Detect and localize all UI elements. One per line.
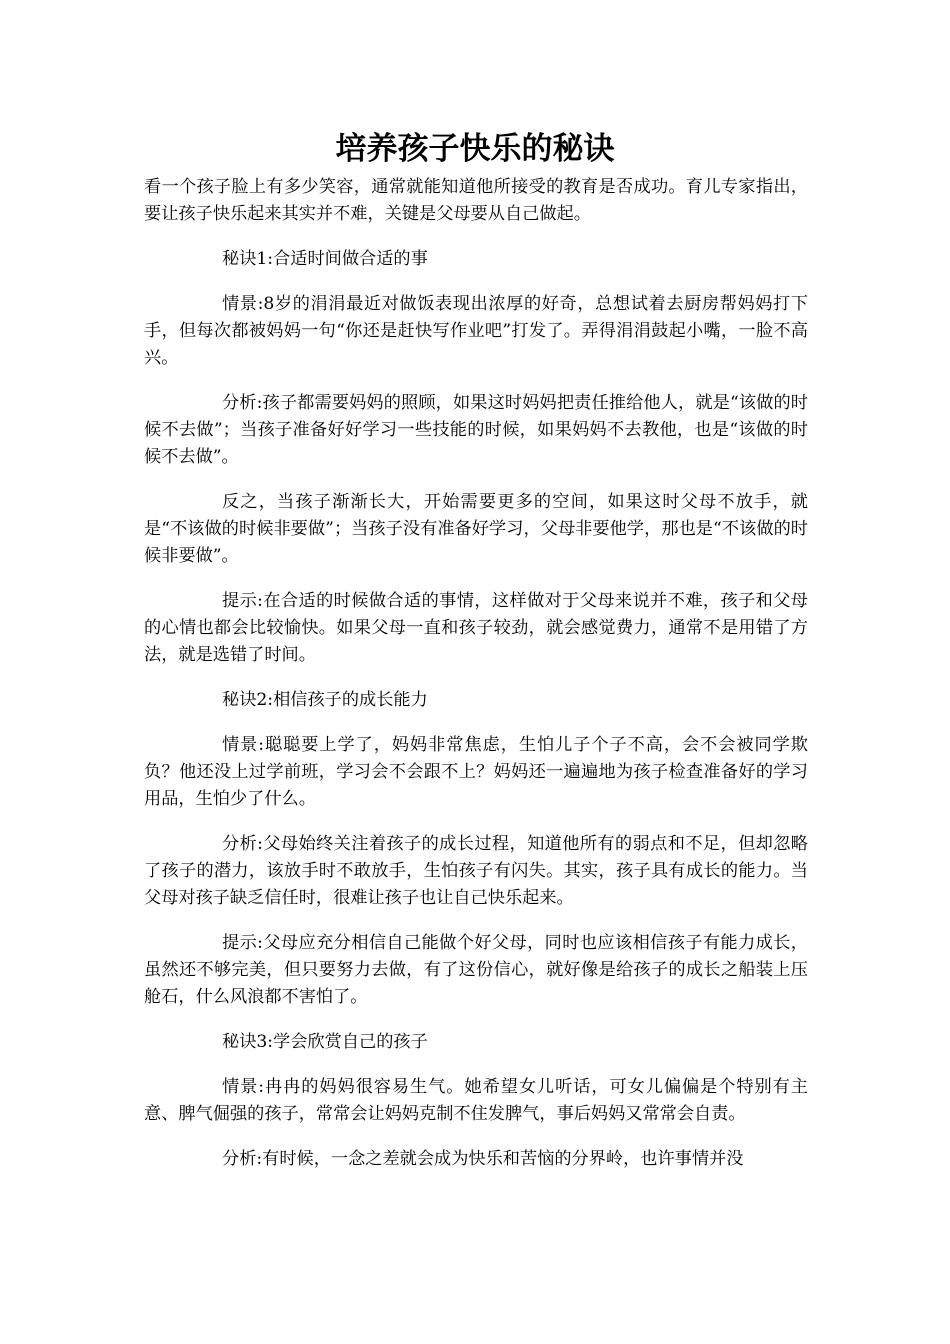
document-body bbox=[144, 174, 808, 1191]
scenario-paragraph: 情景:8岁的涓涓最近对做饭表现出浓厚的好奇，总想试着去厨房帮妈妈打下手，但每次都被妈妈一句“你还是赶快写作业吧”打发了。弄得涓涓鼓起小嘴，一脸不高兴。 bbox=[144, 294, 808, 368]
analysis-paragraph: 反之，当孩子渐渐长大，开始需要更多的空间，如果这时父母不放手，就是“不该做的时候非要做”；当孩子没有准备好学习，父母非要他学，那也是“不该做的时候非要做”。 bbox=[144, 492, 808, 566]
analysis-paragraph: 分析:孩子都需要妈妈的照顾，如果这时妈妈把责任推给他人，就是“该做的时候不去做”；当孩子准备好好学习一些技能的时候，如果妈妈不去教他，也是“该做的时候不去做”。 bbox=[144, 393, 808, 467]
intro-paragraph: 看一个孩子脸上有多少笑容，通常就能知道他所接受的教育是否成功。育儿专家指出，要让孩子快乐起来其实并不难，关键是父母要从自己做起。 bbox=[144, 177, 808, 224]
section-heading: 秘诀3:学会欣赏自己的孩子 bbox=[222, 1032, 428, 1052]
document-title: 培养孩子快乐的秘诀 bbox=[335, 131, 615, 167]
analysis-paragraph: 分析:有时候，一念之差就会成为快乐和苦恼的分界岭，也许事情并没 bbox=[222, 1149, 744, 1169]
scenario-paragraph: 情景:聪聪要上学了，妈妈非常焦虑，生怕儿子个子不高，会不会被同学欺负？他还没上过学前班，学习会不会跟不上？妈妈还一遍遍地为孩子检查准备好的学习用品，生怕少了什么。 bbox=[144, 735, 808, 809]
tip-paragraph: 提示:父母应充分相信自己能做个好父母，同时也应该相信孩子有能力成长，虽然还不够完美，但只要努力去做，有了这份信心，就好像是给孩子的成长之船装上压舱石，什么风浪都不害怕了。 bbox=[144, 933, 808, 1007]
section-heading: 秘诀1:合适时间做合适的事 bbox=[222, 249, 428, 269]
scenario-paragraph: 情景:冉冉的妈妈很容易生气。她希望女儿听话，可女儿偏偏是个特别有主意、脾气倔强的孩子，常常会让妈妈克制不住发脾气，事后妈妈又常常会自责。 bbox=[144, 1077, 808, 1124]
tip-paragraph: 提示:在合适的时候做合适的事情，这样做对于父母来说并不难，孩子和父母的心情也都会比较愉快。如果父母一直和孩子较劲，就会感觉费力，通常不是用错了方法，就是选错了时间。 bbox=[144, 591, 808, 665]
section-heading: 秘诀2:相信孩子的成长能力 bbox=[222, 690, 428, 710]
analysis-paragraph: 分析:父母始终关注着孩子的成长过程，知道他所有的弱点和不足，但却忽略了孩子的潜力，该放手时不敢放手，生怕孩子有闪失。其实，孩子具有成长的能力。当父母对孩子缺乏信任时，很难让孩子也让自己快乐起来。 bbox=[144, 834, 808, 908]
